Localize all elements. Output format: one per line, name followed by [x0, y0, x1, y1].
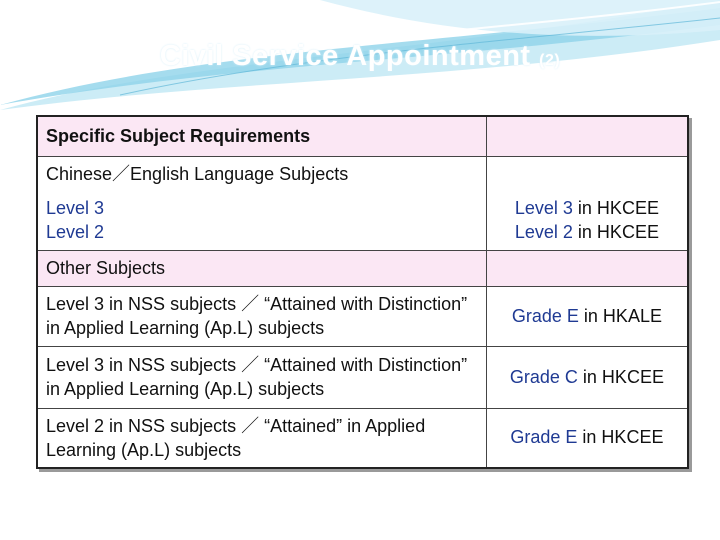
- exam-name: in HKCEE: [577, 427, 664, 448]
- grade-value: Grade C: [509, 366, 578, 387]
- exam-name: in HKCEE: [572, 197, 659, 218]
- lang-section-label: Chinese／English Language Subjects: [37, 156, 486, 190]
- other-subject-grade-cell: [486, 286, 688, 346]
- other-subject-requirement: Level 3 in NSS subjects ／ “Attained with Distinction” in Applied Learning (Ap.L) subjects: [37, 346, 486, 408]
- other-section-row: [37, 250, 688, 286]
- other-subject-row: [37, 346, 688, 408]
- other-section-blank: [486, 250, 688, 286]
- lang-level-left: Level 3: [46, 197, 105, 218]
- grade-value: Grade E: [510, 427, 578, 448]
- other-subject-requirement: Level 2 in NSS subjects ／ “Attained” in Applied Learning (Ap.L) subjects: [37, 408, 486, 468]
- table-header-blank: [486, 116, 688, 156]
- other-subject-row: [37, 408, 688, 468]
- lang-level-left: Level 2: [46, 221, 105, 242]
- lang-section-row: [37, 156, 688, 190]
- lang-grade-line: [495, 220, 679, 244]
- lang-grade-line: [495, 196, 679, 220]
- slide-title: [0, 40, 720, 73]
- exam-name: in HKCEE: [572, 221, 659, 242]
- lang-section-blank: [486, 156, 688, 190]
- exam-name: in HKCEE: [577, 366, 664, 387]
- other-subject-grade-cell: [486, 408, 688, 468]
- grade-value: Level 3: [514, 197, 573, 218]
- lang-levels-grade-cell: [486, 190, 688, 250]
- table-header-row: [37, 116, 688, 156]
- table-header: Specific Subject Requirements: [37, 116, 486, 156]
- other-section-label: Other Subjects: [37, 250, 486, 286]
- exam-name: in HKALE: [578, 305, 662, 326]
- lang-levels-row: [37, 190, 688, 250]
- requirements-table: [36, 115, 689, 469]
- other-subject-requirement: Level 3 in NSS subjects ／ “Attained with Distinction” in Applied Learning (Ap.L) subjects: [37, 286, 486, 346]
- other-subject-grade-cell: [486, 346, 688, 408]
- grade-value: Grade E: [511, 305, 579, 326]
- lang-levels-cell: [37, 190, 486, 250]
- grade-value: Level 2: [514, 221, 573, 242]
- slide-title-text: Civil Service Appointment: [159, 40, 531, 72]
- slide-title-number: (2): [539, 52, 561, 69]
- other-subject-row: [37, 286, 688, 346]
